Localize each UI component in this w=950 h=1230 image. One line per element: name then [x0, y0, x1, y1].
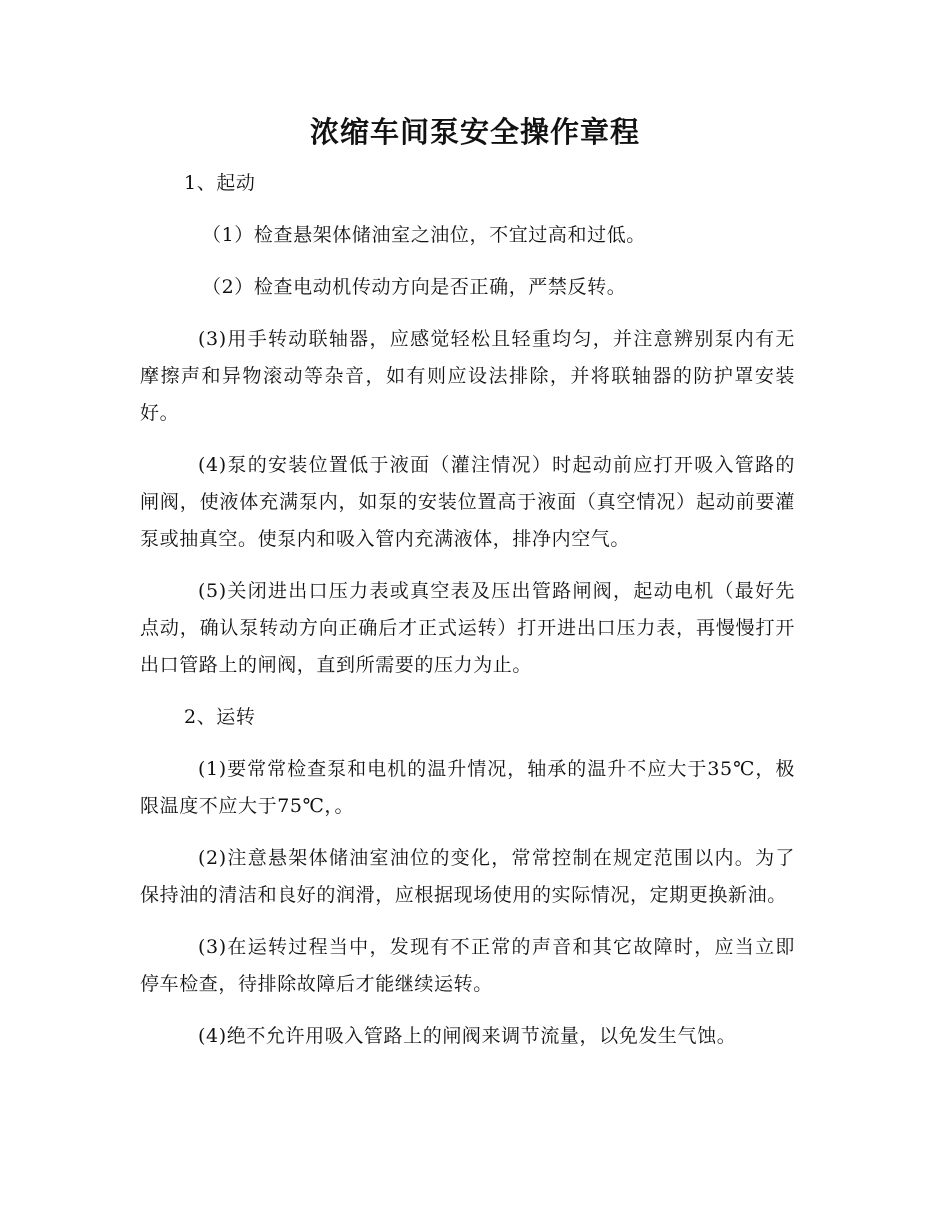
paragraph-start-3: (3)用手转动联轴器，应感觉轻松且轻重均匀，并注意辨别泵内有无摩擦声和异物滚动等杂音，如有则应设法排除，并将联轴器的防护罩安装好。 [140, 328, 795, 424]
document-title: 浓缩车间泵安全操作章程 [309, 115, 640, 149]
paragraph-run-1: (1)要常常检查泵和电机的温升情况，轴承的温升不应大于35℃，极限温度不应大于75℃，。 [140, 758, 795, 817]
paragraph-start-1: （1）检查悬架体储油室之油位，不宜过高和过低。 [202, 224, 646, 246]
paragraph-start-5: (5)关闭进出口压力表或真空表及压出管路闸阀，起动电机（最好先点动，确认泵转动方向正确后才正式运转）打开进出口压力表，再慢慢打开出口管路上的闸阀，直到所需要的压力为止。 [140, 580, 795, 676]
paragraph-run-2: (2)注意悬架体储油室油位的变化，常常控制在规定范围以内。为了保持油的清洁和良好的润滑，应根据现场使用的实际情况，定期更换新油。 [140, 847, 795, 906]
paragraph-run-3: (3)在运转过程当中，发现有不正常的声音和其它故障时，应当立即停车检查，待排除故障后才能继续运转。 [140, 936, 795, 995]
section-heading-run: 2、运转 [184, 706, 256, 728]
paragraph-start-4: (4)泵的安装位置低于液面（灌注情况）时起动前应打开吸入管路的闸阀，使液体充满泵内，如泵的安装位置高于液面（真空情况）起动前要灌泵或抽真空。使泵内和吸入管内充满液体，排净内空气。 [140, 454, 795, 550]
paragraph-start-2: （2）检查电动机传动方向是否正确，严禁反转。 [202, 276, 627, 298]
paragraph-run-4: (4)绝不允许用吸入管路上的闸阀来调节流量，以免发生气蚀。 [198, 1025, 737, 1047]
document-body [140, 165, 795, 1070]
section-heading-start: 1、起动 [184, 172, 256, 194]
